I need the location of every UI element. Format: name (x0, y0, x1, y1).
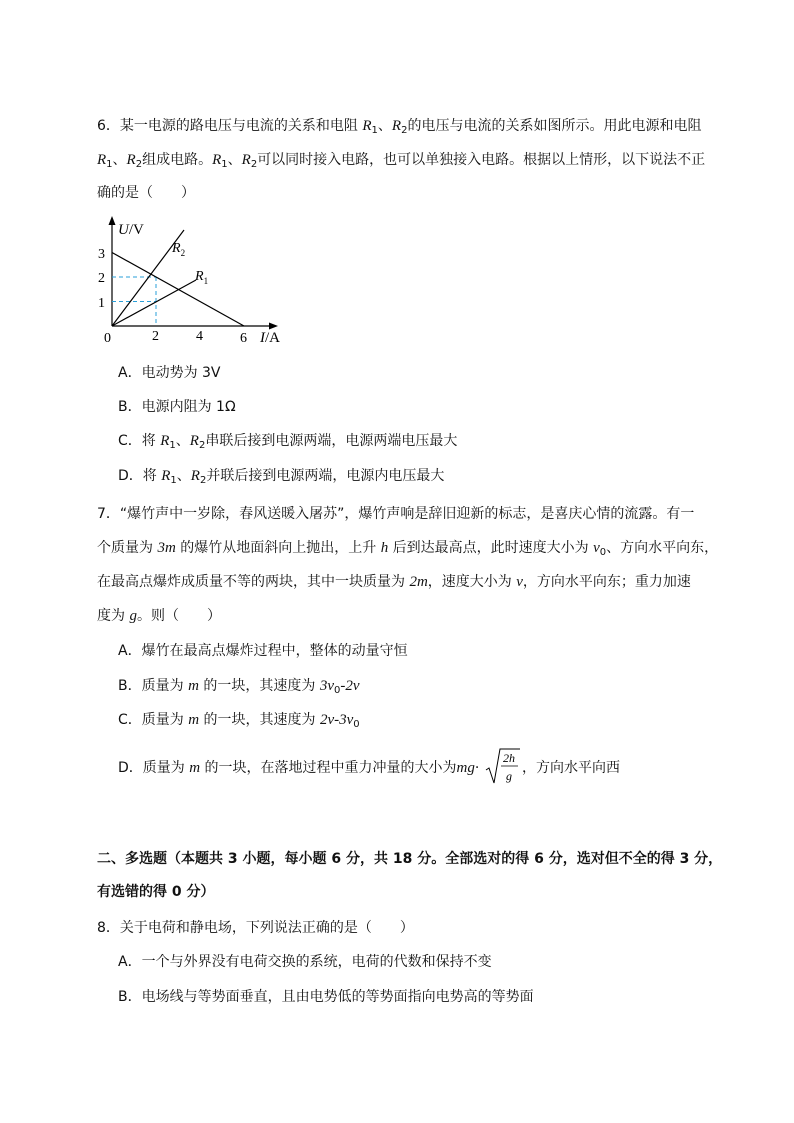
q8-option-b: B．电场线与等势面垂直，且由电势低的等势面指向电势高的等势面 (118, 989, 534, 1005)
y-tick-1: 1 (98, 296, 105, 311)
x-axis-arrow (269, 323, 278, 330)
q6-line-1: 6．某一电源的路电压与电流的关系和电阻 $R_1$、$R_2$的电压与电流的关系如图所示。用此电源和电阻 (97, 118, 702, 136)
sqrt-formula (485, 746, 521, 786)
q7-line-1: 7．“爆竹声中一岁除，春风送暖入屠苏”，爆竹声响是辞旧迎新的标志，是喜庆心情的流露。有一 (97, 506, 695, 522)
origin-label: 0 (104, 331, 111, 346)
q7-line-3: 在最高点爆炸成质量不等的两块，其中一块质量为 2m，速度大小为 v，方向水平向东；重力加速 (97, 574, 691, 590)
q6-line-2: $R_1$、$R_2$组成电路。$R_1$、$R_2$可以同时接入电路，也可以单独接入电路。根据以上情形，以下说法不正 (97, 152, 706, 170)
r1-label: $R_1$ (195, 269, 209, 286)
q6-option-d: D．将 $R_1$、$R_2$并联后接到电源两端，电源内电压最大 (118, 468, 445, 486)
line-r1 (112, 280, 196, 326)
x-axis-label: I/A (260, 330, 280, 346)
r2-label: $R_2$ (172, 241, 186, 258)
q6-option-b: B．电源内阻为 1Ω (118, 399, 236, 415)
y-axis-arrow (109, 216, 116, 225)
q7-option-a: A．爆竹在最高点爆炸过程中，整体的动量守恒 (118, 643, 408, 659)
q8-stem: 8．关于电荷和静电场，下列说法正确的是（ ） (97, 920, 414, 936)
fraction-numerator: 2h (503, 751, 515, 765)
q7-option-d-tail: ，方向水平向西 (522, 760, 620, 776)
y-axis-label: U/V (118, 222, 144, 238)
x-tick-6: 6 (240, 331, 247, 346)
q7-line-2: 个质量为 3m 的爆竹从地面斜向上抛出，上升 h 后到达最高点，此时速度大小为 $v_0$、方向水平向东， (97, 540, 719, 558)
q6-option-a: A．电动势为 3V (118, 365, 221, 381)
q7-option-b: B．质量为 m 的一块，其速度为 $3v_0-2v$ (118, 678, 360, 696)
u-i-graph (96, 214, 296, 354)
q7-option-d: D．质量为 m 的一块，在落地过程中重力冲量的大小为mg· (118, 760, 480, 776)
q6-option-c: C．将 $R_1$、$R_2$串联后接到电源两端，电源两端电压最大 (118, 433, 458, 451)
fraction-denominator: g (506, 769, 512, 783)
section-2-line-1: 二、多选题（本题共 3 小题，每小题 6 分，共 18 分。全部选对的得 6 分，选对但不全的得 3 分， (97, 851, 723, 867)
x-tick-2: 2 (152, 329, 159, 344)
y-tick-3: 3 (98, 247, 105, 262)
q7-option-c: C．质量为 m 的一块，其速度为 $2v-3v_0$ (118, 712, 360, 730)
q7-line-4: 度为 g。则（ ） (97, 608, 221, 624)
x-tick-4: 4 (196, 329, 203, 344)
q6-line-3: 确的是（ ） (97, 185, 195, 201)
y-tick-2: 2 (98, 271, 105, 286)
q8-option-a: A．一个与外界没有电荷交换的系统，电荷的代数和保持不变 (118, 954, 492, 970)
section-2-line-2: 有选错的得 0 分） (97, 884, 215, 900)
